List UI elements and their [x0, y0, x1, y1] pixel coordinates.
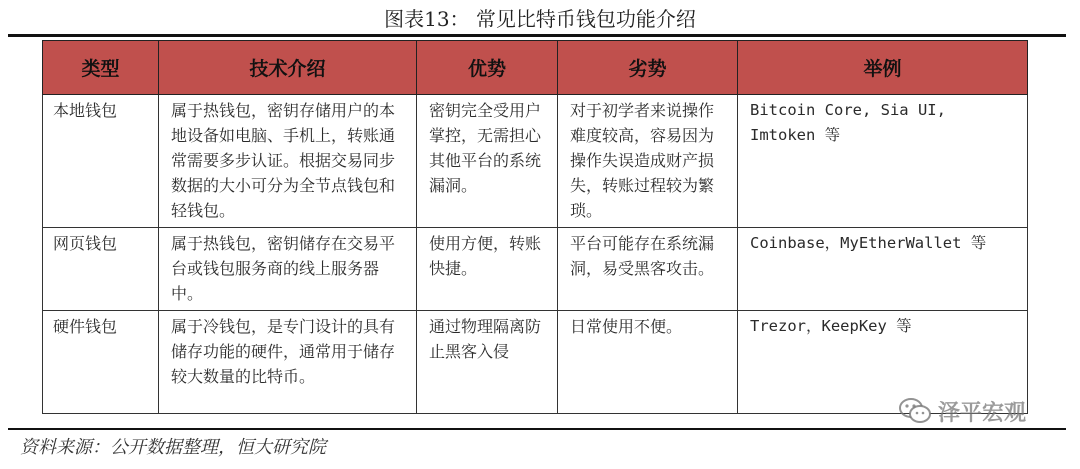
cell-pros: 通过物理隔离防止黑客入侵: [417, 311, 558, 414]
wechat-icon: [898, 397, 932, 425]
cell-type: 硬件钱包: [43, 311, 159, 414]
cell-pros: 密钥完全受用户掌控，无需担心其他平台的系统漏洞。: [417, 95, 558, 228]
source-note: 资料来源：公开数据整理，恒大研究院: [20, 437, 326, 458]
table-row: [43, 95, 1028, 228]
cell-examples: Coinbase，MyEtherWallet 等: [738, 228, 1028, 311]
table-header-row: [43, 41, 1028, 95]
cell-examples: Trezor，KeepKey 等: [738, 311, 1028, 414]
column-header-type: 类型: [43, 41, 159, 95]
column-header-examples: 举例: [738, 41, 1028, 95]
bottom-rule: [8, 428, 1066, 430]
figure-title: 图表13： 常见比特币钱包功能介绍: [384, 7, 696, 31]
watermark-text: 泽平宏观: [938, 400, 1027, 426]
top-rule: [8, 34, 1066, 37]
cell-tech: 属于热钱包，密钥存储用户的本地设备如电脑、手机上，转账通常需要多步认证。根据交易同步数据的大小可分为全节点钱包和轻钱包。: [159, 95, 417, 228]
column-header-pros: 优势: [417, 41, 558, 95]
table-row: [43, 228, 1028, 311]
cell-examples: Bitcoin Core, Sia UI, Imtoken 等: [738, 95, 1028, 228]
cell-type: 本地钱包: [43, 95, 159, 228]
cell-tech: 属于冷钱包，是专门设计的具有储存功能的硬件，通常用于储存较大数量的比特币。: [159, 311, 417, 414]
column-header-tech: 技术介绍: [159, 41, 417, 95]
cell-type: 网页钱包: [43, 228, 159, 311]
table-row: [43, 311, 1028, 414]
column-header-cons: 劣势: [558, 41, 738, 95]
cell-cons: 对于初学者来说操作难度较高，容易因为操作失误造成财产损失，转账过程较为繁琐。: [558, 95, 738, 228]
cell-pros: 使用方便，转账快捷。: [417, 228, 558, 311]
cell-cons: 平台可能存在系统漏洞，易受黑客攻击。: [558, 228, 738, 311]
wallet-comparison-table: [42, 40, 1028, 414]
watermark: [898, 394, 1026, 428]
cell-tech: 属于热钱包，密钥储存在交易平台或钱包服务商的线上服务器中。: [159, 228, 417, 311]
cell-cons: 日常使用不便。: [558, 311, 738, 414]
